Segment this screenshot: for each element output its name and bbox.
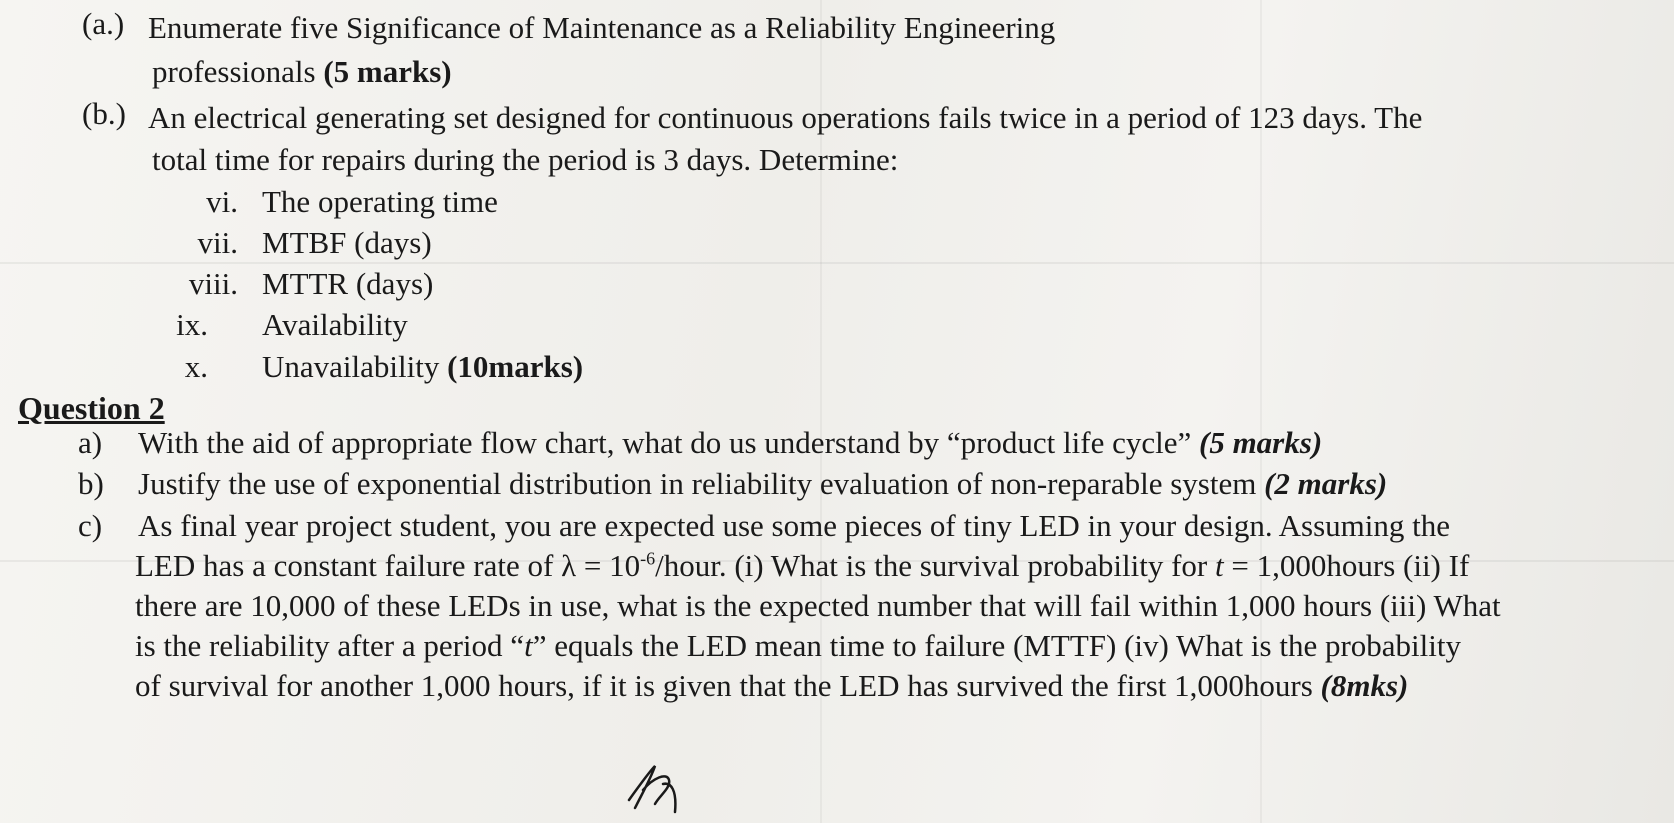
q1b-label: (b.) <box>82 96 126 131</box>
q2a-text: With the aid of appropriate flow chart, what do us understand by “product life cycle” (5 marks) <box>138 425 1323 460</box>
q2c-label: c) <box>78 508 103 543</box>
q2a-marks: (5 marks) <box>1199 425 1323 460</box>
q1a-marks: (5 marks) <box>323 54 452 89</box>
q1b-line-1: An electrical generating set designed for continuous operations fails twice in a period of 123 days. The <box>148 100 1423 135</box>
exponent: -6 <box>640 548 656 569</box>
q1b-item-text: MTBF (days) <box>262 225 432 260</box>
q1b-item-num: viii. <box>188 266 238 301</box>
q1a-label: (a.) <box>82 6 125 41</box>
q1b-item-text: Unavailability (10marks) <box>262 349 584 384</box>
q1b-marks: (10marks) <box>447 349 584 384</box>
q1b-item-num: x. <box>184 349 208 384</box>
q2b-text: Justify the use of exponential distribution in reliability evaluation of non-reparable system (2 marks) <box>138 466 1388 501</box>
q2c-line-4: is the reliability after a period “t” equals the LED mean time to failure (MTTF) (iv) What is the probability <box>135 628 1461 663</box>
q2c-line-1: As final year project student, you are expected use some pieces of tiny LED in your design. Assuming the <box>138 508 1451 543</box>
q1a-line-1: Enumerate five Significance of Maintenance as a Reliability Engineering <box>148 10 1056 45</box>
paper-crease <box>0 262 1674 264</box>
q1b-item-text: The operating time <box>262 184 498 219</box>
q2a-label: a) <box>78 425 103 460</box>
q2c-line-5: of survival for another 1,000 hours, if it is given that the LED has survived the first 1,000hours (8mks) <box>135 668 1409 703</box>
q1b-item-num: vii. <box>197 225 238 260</box>
q1b-item-num: ix. <box>176 307 208 342</box>
handwritten-signature <box>625 760 685 815</box>
q1b-line-2: total time for repairs during the period is 3 days. Determine: <box>152 142 899 177</box>
q2c-line-3: there are 10,000 of these LEDs in use, what is the expected number that will fail within 1,000 hours (iii) What <box>135 588 1501 623</box>
question-2-heading: Question 2 <box>18 390 165 426</box>
q1b-item-num: vi. <box>206 184 238 219</box>
q1b-item-text: Availability <box>262 307 408 342</box>
q2c-line-2: LED has a constant failure rate of $\lambda = 10^{-6}$/hour. (i) What is the survival probability for t = 1,000hours (ii) If <box>135 548 1470 583</box>
q1a-line-2: professionals (5 marks) <box>152 54 452 89</box>
q2c-marks: (8mks) <box>1320 668 1409 703</box>
q1b-item-text: MTTR (days) <box>262 266 434 301</box>
q2b-label: b) <box>78 466 104 501</box>
q2b-marks: (2 marks) <box>1264 466 1388 501</box>
